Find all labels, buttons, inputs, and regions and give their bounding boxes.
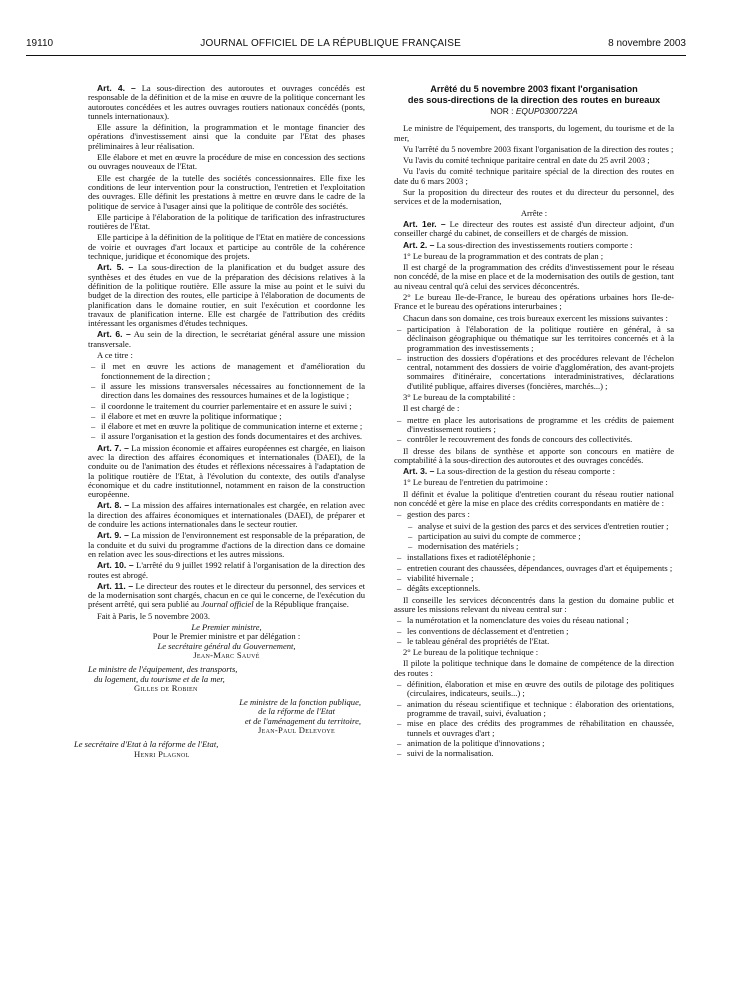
art7: Art. 7. – La mission économie et affaires européennes est chargée, en liaison avec la direction des affaires économiques et internationales (DAEI), de la conduite ou de l'animation des études et réflexions nécessaires à l'adaptation de la politique routière de l'Etat, à l'évolution du contexte, des outils d'analyse économique et du cadre institutionnel, notamment en raison de la construction européenne. — [88, 442, 365, 500]
sig-min2-a: Le ministre de la fonction publique, — [239, 697, 361, 708]
list-item: – mettre en place les autorisations de programme et les crédits de paiement d'investissement routiers ; — [394, 416, 674, 435]
art5: Art. 5. – La sous-direction de la planification et du budget assure des synthèses et des études en vue de la préparation des décisions relatives à la définition de la politique routière. Elle assure la mise au point et le suivi du budget de la direction des routes, elle participe à l'élaboration de documents de planification dans le domaine routier, en suit l'exécution et coordonne les travaux de planification interne. Elle est chargée de l'attribution des crédits intéressant les organismes d'études techniques. — [88, 262, 365, 329]
art2-b2: 2° Le bureau Ile-de-France, le bureau des opérations urbaines hors Ile-de-France et le bureau des opérations interurbaines ; — [394, 292, 674, 312]
list-item: – instruction des dossiers d'opérations et des procédures relevant de l'échelon central, notamment des dossiers de voirie d'agglomération, des avant-projets sommaires d'itinéraire, concertations interadministratives, déclarations d'utilité publique, affaires diverses (foncières, marchés...) ; — [394, 354, 674, 391]
list-item: – il élabore et met en œuvre la politique de communication interne et externe ; — [88, 422, 365, 431]
list-item: – le tableau général des propriétés de l'Etat. — [394, 637, 674, 646]
list-item: – il coordonne le traitement du courrier parlementaire et en assure le suivi ; — [88, 402, 365, 411]
art3-b1-list3 — [394, 616, 674, 646]
art3-b1-list — [394, 510, 674, 519]
art2-b1: 1° Le bureau de la programmation et des contrats de plan ; — [403, 250, 604, 261]
art2-b3-intro: Il est chargé de : — [403, 403, 460, 414]
sig-min2-b: de la réforme de l'Etat — [258, 706, 335, 717]
list-item: – mise en place des crédits des programmes de réhabilitation en chaussée, tunnels et ouvrages d'art ; — [394, 719, 674, 738]
art8: Art. 8. – La mission des affaires internationales est chargée, en relation avec la direction des affaires économiques et internationales (DAEI), de préparer et de conduire les actions internationales dans le secteur routier. — [88, 500, 365, 530]
page-header — [26, 38, 686, 52]
art3-b1-sublist — [394, 522, 674, 552]
sig-pm-deleg: Pour le Premier ministre et par délégation : — [152, 631, 301, 642]
sig-se: Le secrétaire d'Etat à la réforme de l'Etat, — [74, 739, 219, 750]
list-item: – les conventions de déclassement et d'entretien ; — [394, 627, 674, 636]
art10: Art. 10. – L'arrêté du 9 juillet 1992 relatif à l'organisation de la direction des routes est abrogé. — [88, 560, 365, 580]
list-item: – il assure les missions transversales nécessaires au fonctionnement de la direction dans les domaines des ressources humaines et de la logistique ; — [88, 382, 365, 401]
art4-p2: Elle assure la définition, la programmation et le montage financier des opérations d'investissement ainsi que la conduite par l'Etat des phases préliminaires à leur réalisation. — [88, 122, 365, 151]
sig-pm: Le Premier ministre, — [191, 622, 262, 633]
art1: Art. 1er. – Le directeur des routes est assisté d'un directeur adjoint, d'un conseiller chargé du cabinet, de conseillers et de chargés de mission. — [394, 218, 675, 239]
issue-date: 8 novembre 2003 — [608, 38, 686, 49]
art4-p5: Elle participe à l'élaboration de la politique de tarification des infrastructures routières de l'Etat. — [88, 211, 365, 232]
art4-p3: Elle élabore et met en œuvre la procédure de mise en concession des sections ou ouvrages nouveaux de l'Etat. — [88, 152, 365, 172]
art2-b3: 3° Le bureau de la comptabilité : — [403, 392, 516, 403]
visa-4: Vu l'avis du comité technique paritaire spécial de la direction des routes en date du 6 mars 2003 ; — [394, 166, 674, 186]
art11: Art. 11. – Le directeur des routes et le directeur du personnel, des services et de la modernisation sont chargés, chacun en ce qui le concerne, de l'exécution du présent arrêté, qui sera publié au Journal officiel de la République française. — [88, 580, 365, 610]
list-item: – analyse et suivi de la gestion des parcs et des services d'entretien routier ; — [394, 522, 674, 531]
sig-min1-b: du logement, du tourisme et de la mer, — [94, 673, 225, 684]
list-item: – dégâts exceptionnels. — [394, 584, 674, 593]
list-item: – il élabore et met en œuvre la politique informatique ; — [88, 412, 365, 421]
art3-b1-text2: Il conseille les services déconcentrés dans la gestion du domaine public et assure les missions relevant du niveau central sur : — [394, 594, 674, 614]
art2-b1-text: Il est chargé de la programmation des crédits d'investissement pour le réseau non concédé, de la mise en place et de la modernisation des outils de gestion, tant au niveau central qu'à celui des services déconcentrés. — [394, 262, 674, 291]
art9: Art. 9. – La mission de l'environnement est responsable de la préparation, de la conduite et du suivi du programme d'actions de la direction dans ce domaine en relation avec les sous-directions et les autres missions. — [88, 530, 365, 559]
list-item: – installations fixes et radiotéléphonie ; — [394, 553, 674, 562]
art4-p6: Elle participe à la définition de la politique de l'Etat en matière de concessions de voirie et ouvrages d'art locaux et participe au contrôle de la cohérence technique, juridique et économique des projets. — [88, 232, 365, 262]
art2-b2-intro: Chacun dans son domaine, ces trois bureaux exercent les missions suivantes : — [403, 312, 668, 323]
page-number: 19110 — [26, 38, 54, 49]
art3-b1: 1° Le bureau de l'entretien du patrimoine : — [403, 477, 548, 488]
list-item: – contrôler le recouvrement des fonds de concours des collectivités. — [394, 435, 674, 444]
visa-5: Sur la proposition du directeur des routes et du directeur du personnel, des services et de la modernisation, — [394, 187, 674, 207]
done-at: Fait à Paris, le 5 novembre 2003. — [97, 610, 210, 621]
list-item: – viabilité hivernale ; — [394, 574, 674, 583]
art3-b2-text: Il pilote la politique technique dans le domaine de compétence de la direction des routes : — [394, 658, 674, 678]
list-item: – modernisation des matériels ; — [394, 542, 674, 551]
list-item: – participation au suivi du compte de commerce ; — [394, 532, 674, 541]
sig-min1-a: Le ministre de l'équipement, des transports, — [88, 664, 238, 675]
decree-title-2: des sous-directions de la direction des routes en bureaux — [407, 95, 661, 105]
list-item: – il assure l'organisation et la gestion des fonds documentaires et des archives. — [88, 432, 365, 441]
nor-reference: NOR : EQUP0300722A — [490, 106, 578, 116]
list-item: – gestion des parcs : — [394, 510, 674, 519]
art6-list — [88, 362, 365, 441]
art4-p4: Elle est chargée de la tutelle des sociétés concessionnaires. Elle fixe les conditions de leur intervention pour la construction, l'entretien et l'exploitation des ouvrages. Elle définit les prestations à mettre en œuvre dans le cadre de la politique de service à l'usager ainsi que la politique de contrôle des sociétés. — [88, 172, 365, 211]
arrete-heading: Arrête : — [520, 207, 548, 218]
list-item: – définition, élaboration et mise en œuvre des outils de pilotage des politiques (circulaires, indicateurs, seuils...) ; — [394, 680, 674, 699]
art6: Art. 6. – Au sein de la direction, le secrétariat général assure une mission transversale. — [88, 329, 365, 349]
art2: Art. 2. – La sous-direction des investissements routiers comporte : — [403, 239, 633, 250]
visa-3: Vu l'avis du comité technique paritaire central en date du 25 avril 2003 ; — [403, 155, 650, 166]
list-item: – entretien courant des chaussées, dépendances, ouvrages d'art et équipements ; — [394, 564, 674, 573]
art3-b2-list — [394, 680, 674, 758]
visa-2: Vu l'arrêté du 5 novembre 2003 fixant l'organisation de la direction des routes ; — [403, 143, 674, 154]
art2-b3-text: Il dresse des bilans de synthèse et apporte son concours en matière de comptabilité à la sous-direction des autoroutes et des ouvrages concédés. — [394, 445, 674, 465]
list-item: – animation du réseau scientifique et technique : élaboration des orientations, programme de travail, suivi, évaluation ; — [394, 700, 674, 719]
list-item: – animation de la politique d'innovations ; — [394, 739, 674, 748]
art3: Art. 3. – La sous-direction de la gestion du réseau comporte : — [403, 466, 615, 477]
sig-se-name: Henri Plagnol — [134, 748, 190, 759]
left-column — [74, 83, 365, 759]
list-item: – il met en œuvre les actions de management et d'amélioration du fonctionnement de la direction ; — [88, 362, 365, 381]
art2-b2-list — [394, 325, 674, 391]
sig-min2-name: Jean-Paul Delevoye — [258, 725, 335, 735]
sig-min1-name: Gilles de Robien — [134, 682, 198, 693]
art3-b2: 2° Le bureau de la politique technique : — [403, 647, 539, 658]
list-item: – participation à l'élaboration de la politique routière en général, à sa déclinaison géographique ou thématique sur les territoires concernés et à la programmation des investissements ; — [394, 325, 674, 353]
header-rule — [26, 55, 686, 56]
art2-b3-list — [394, 416, 674, 445]
right-column — [394, 84, 674, 760]
sig-sg: Le secrétaire général du Gouvernement, — [157, 640, 296, 651]
visa-1: Le ministre de l'équipement, des transports, du logement, du tourisme et de la mer, — [394, 123, 674, 143]
sig-sg-name: Jean-Marc Sauvé — [193, 649, 260, 660]
list-item: – la numérotation et la nomenclature des voies du réseau national ; — [394, 616, 674, 625]
sig-min2-c: et de l'aménagement du territoire, — [244, 715, 361, 726]
list-item: – suivi de la normalisation. — [394, 749, 674, 758]
art3-b1-text: Il définit et évalue la politique d'entretien courant du réseau routier national non concédé et gère la mise en place des crédits correspondants en matière de : — [394, 488, 674, 508]
art6-intro: A ce titre : — [97, 350, 133, 361]
decree-title-1: Arrêté du 5 novembre 2003 fixant l'organisation — [430, 84, 638, 94]
art3-b1-list2 — [394, 553, 674, 593]
journal-title: JOURNAL OFFICIEL DE LA RÉPUBLIQUE FRANÇAISE — [200, 38, 461, 49]
art4-p1: Art. 4. – La sous-direction des autoroutes et ouvrages concédés est responsable de la définition et de la mise en œuvre de la politique concernant les autoroutes concédées et les autres ouvrages routiers nationaux concédés (ponts, tunnels internationaux). — [88, 83, 365, 121]
